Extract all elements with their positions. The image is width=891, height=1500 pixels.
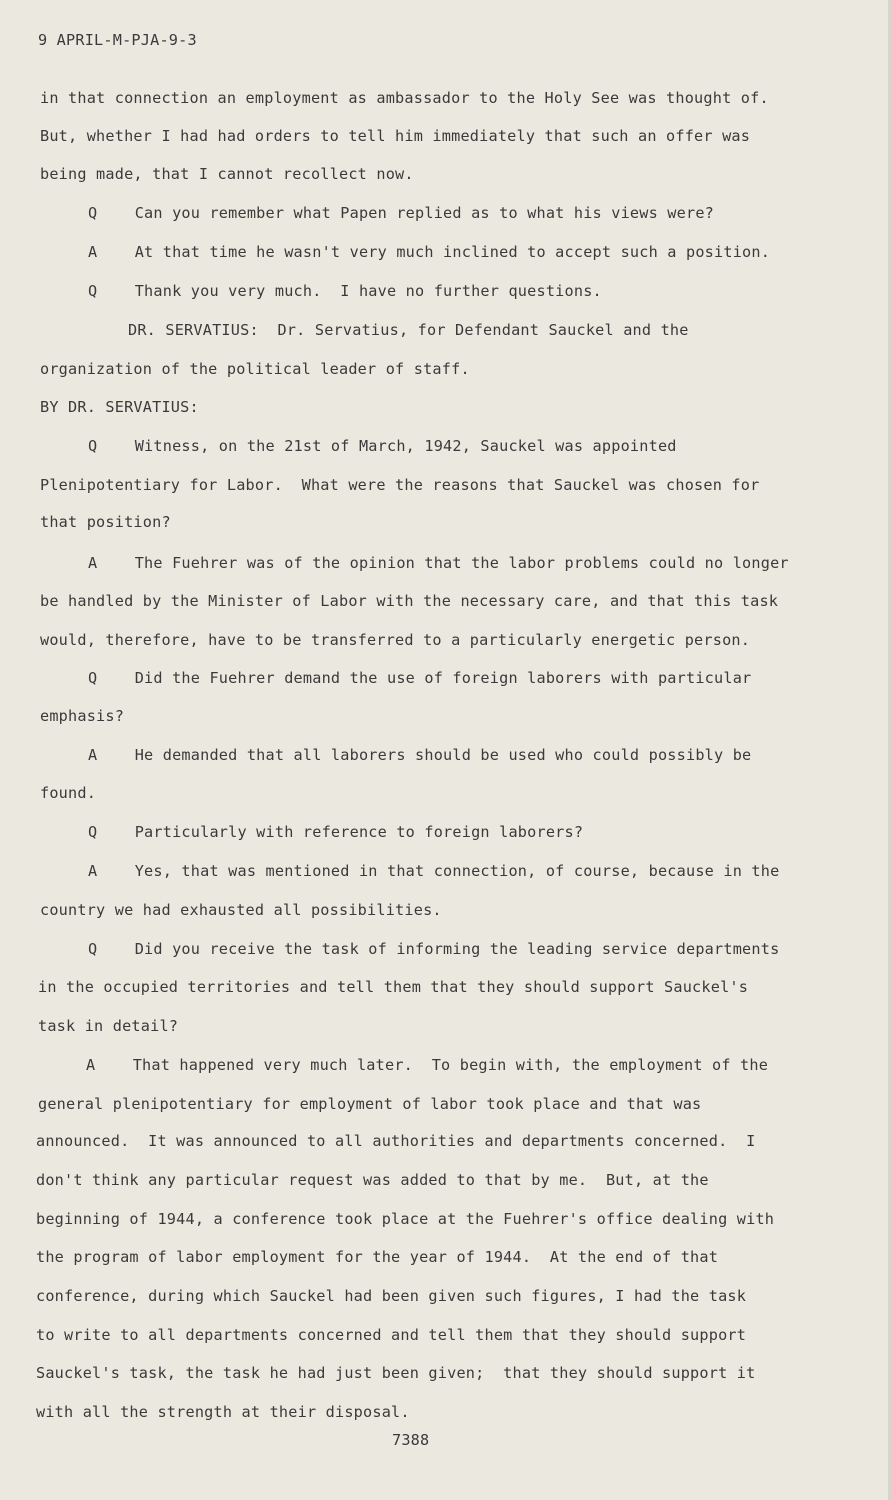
text-line-8: organization of the political leader of staff. <box>40 360 470 378</box>
text-line-20: Q Particularly with reference to foreign laborers? <box>88 823 584 841</box>
text-line-30: beginning of 1944, a conference took place at the Fuehrer's office dealing with <box>36 1210 775 1228</box>
text-line-23: Q Did you receive the task of informing the leading service departments <box>88 940 780 958</box>
text-line-34: Sauckel's task, the task he had just been given; that they should support it <box>36 1364 756 1382</box>
text-line-14: be handled by the Minister of Labor with the necessary care, and that this task <box>40 592 779 610</box>
page-reference: 9 APRIL-M-PJA-9-3 <box>38 31 197 49</box>
text-line-33: to write to all departments concerned and tell them that they should support <box>36 1326 747 1344</box>
text-line-28: announced. It was announced to all authorities and departments concerned. I <box>36 1132 756 1150</box>
text-line-25: task in detail? <box>38 1017 179 1035</box>
text-line-5: A At that time he wasn't very much inclined to accept such a position. <box>88 243 771 261</box>
text-line-10: Q Witness, on the 21st of March, 1942, Sauckel was appointed <box>88 437 677 455</box>
text-line-9: BY DR. SERVATIUS: <box>40 398 199 416</box>
text-line-16: Q Did the Fuehrer demand the use of foreign laborers with particular <box>88 669 752 687</box>
text-line-3: being made, that I cannot recollect now. <box>40 165 414 183</box>
text-line-7: DR. SERVATIUS: Dr. Servatius, for Defendant Sauckel and the <box>128 321 689 339</box>
text-line-13: A The Fuehrer was of the opinion that the labor problems could no longer <box>88 554 789 572</box>
text-line-21: A Yes, that was mentioned in that connection, of course, because in the <box>88 862 780 880</box>
text-line-17: emphasis? <box>40 707 125 725</box>
text-line-18: A He demanded that all laborers should be used who could possibly be <box>88 746 752 764</box>
text-line-15: would, therefore, have to be transferred to a particularly energetic person. <box>40 631 751 649</box>
text-line-24: in the occupied territories and tell them that they should support Sauckel's <box>38 978 749 996</box>
text-line-4: Q Can you remember what Papen replied as to what his views were? <box>88 204 715 222</box>
text-line-1: in that connection an employment as ambassador to the Holy See was thought of. <box>40 89 769 107</box>
text-line-6: Q Thank you very much. I have no further questions. <box>88 282 602 300</box>
text-line-32: conference, during which Sauckel had been given such figures, I had the task <box>36 1287 747 1305</box>
text-line-27: general plenipotentiary for employment of labor took place and that was <box>38 1095 702 1113</box>
text-line-35: with all the strength at their disposal. <box>36 1403 410 1421</box>
text-line-31: the program of labor employment for the year of 1944. At the end of that <box>36 1248 719 1266</box>
text-line-2: But, whether I had had orders to tell him immediately that such an offer was <box>40 127 751 145</box>
text-line-12: that position? <box>40 513 171 531</box>
text-line-19: found. <box>40 784 97 802</box>
text-line-29: don't think any particular request was added to that by me. But, at the <box>36 1171 709 1189</box>
text-line-26: A That happened very much later. To begin with, the employment of the <box>86 1056 769 1074</box>
text-line-11: Plenipotentiary for Labor. What were the reasons that Sauckel was chosen for <box>40 476 760 494</box>
page-number: 7388 <box>392 1431 430 1449</box>
text-line-22: country we had exhausted all possibilities. <box>40 901 442 919</box>
